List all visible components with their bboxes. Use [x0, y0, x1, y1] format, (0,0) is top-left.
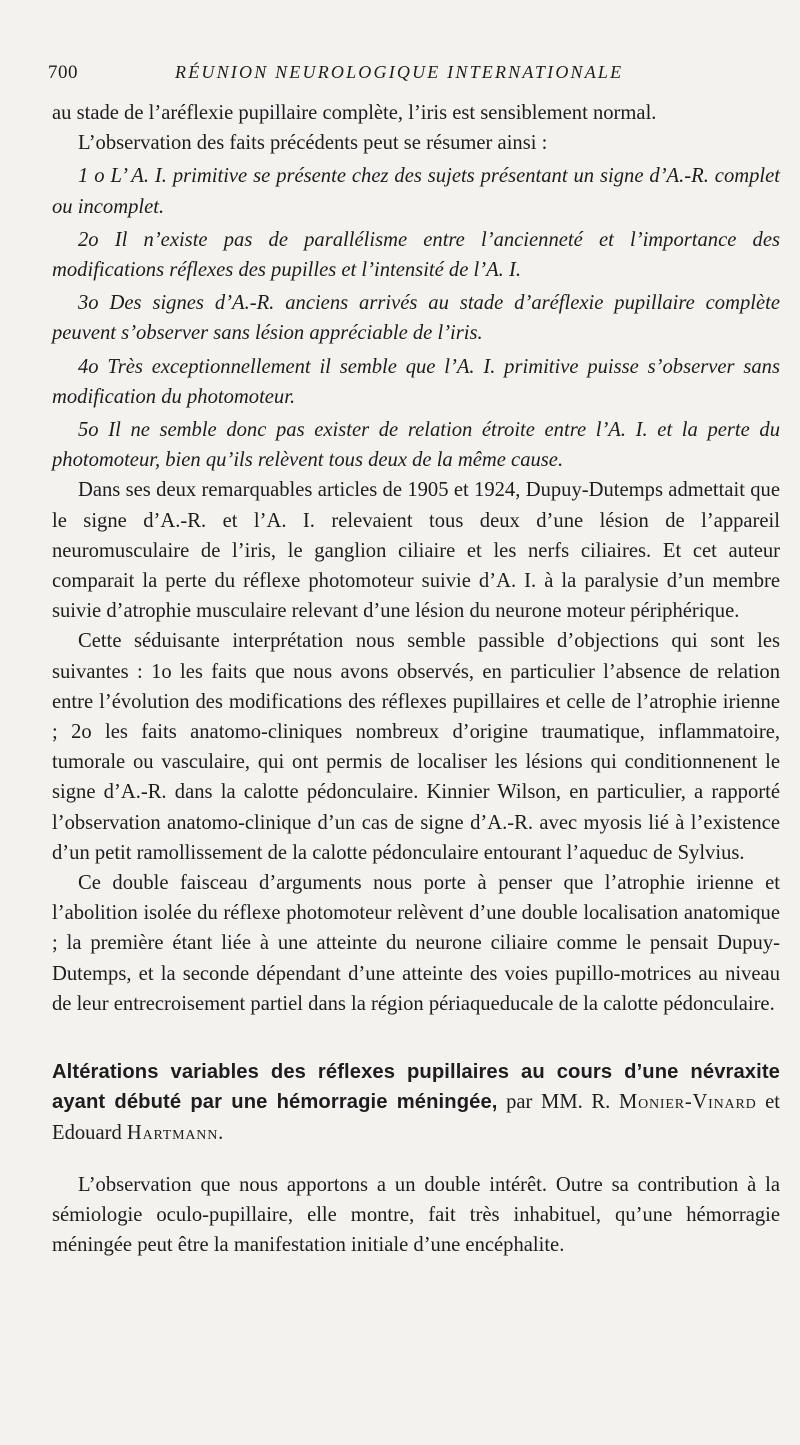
paragraph-continuation: au stade de l’aréflexie pupillaire complète, l’iris est sensiblement normal.: [52, 102, 657, 124]
paragraph-double-localisation: Ce double faisceau d’arguments nous porte à penser que l’atrophie irienne et l’abolition isolée du réflexe photomoteur relèvent d’une double localisation anatomique ; la première étant liée à une atteinte du neurone ciliaire comme le pensait Dupuy-Dutemps, et la seconde dépendant d’une atteinte des voies pupillo-motrices au niveau de leur entrecroisement partiel dans la région périaqueducale de la calotte pédonculaire.: [52, 872, 780, 1015]
author-hartmann: Hartmann.: [126, 1121, 225, 1144]
page-header: [48, 62, 778, 92]
paragraph-observation: L’observation que nous apportons a un double intérêt. Outre sa contribution à la sémiologie oculo-pupillaire, elle montre, fait très inhabituel, qu’une hémorragie méningée peut être la manifestation initiale d’une encéphalite.: [52, 1173, 780, 1257]
conclusion-item-5: 5o Il ne semble donc pas exister de relation étroite entre l’A. I. et la perte du photomoteur, bien qu’ils relèvent tous deux de la même cause.: [52, 419, 780, 472]
section-heading: [52, 1057, 780, 1148]
conclusion-item-3: 3o Des signes d’A.-R. anciens arrivés au stade d’aréflexie pupillaire complète peuvent s’observer sans lésion appréciable de l’iris.: [52, 292, 780, 345]
section-and: et Edouard: [52, 1091, 780, 1144]
section-par: par MM. R.: [506, 1091, 611, 1114]
author-monier-vinard: Monier-Vinard: [618, 1091, 757, 1114]
conclusion-item-2: 2o Il n’existe pas de parallélisme entre l’ancienneté et l’importance des modifications réflexes des pupilles et l’intensité de l’A. I.: [52, 228, 780, 282]
paragraph-dupuy-dutemps: Dans ses deux remarquables articles de 1905 et 1924, Dupuy-Dutemps admettait que le signe d’A.-R. et l’A. I. relevaient tous deux d’une lésion de l’appareil neuromusculaire de l’iris, le ganglion ciliaire et les nerfs ciliaires. Et cet auteur comparait la perte du réflexe photomoteur suivie d’A. I. à la paralysie d’un membre suivie d’atrophie musculaire relevant d’une lésion du neurone moteur périphérique.: [52, 479, 780, 623]
conclusion-item-4: 4o Très exceptionnellement il semble que l’A. I. primitive puisse s’observer sans modification du photomoteur.: [52, 355, 780, 408]
paragraph-objections: Cette séduisante interprétation nous semble passible d’objections qui sont les suivantes : 1o les faits que nous avons observés, en particulier l’absence de relation entre l’évolution des modifications des réflexes pupillaires et celle de l’atrophie irienne ; 2o les faits anatomo-cliniques nombreux d’origine traumatique, inflammatoire, tumorale ou vasculaire, qui ont permis de localiser les lésions qui conditionnenent le signe d’A.-R. dans la calotte pédonculaire. Kinnier Wilson, en particulier, a rapporté l’observation anatomo-clinique d’un cas de signe d’A.-R. avec myosis lié à l’existence d’un petit ramollissement de la calotte pédonculaire entourant l’aqueduc de Sylvius.: [52, 630, 780, 864]
conclusion-item-1: 1 o L’ A. I. primitive se présente chez des sujets présentant un signe d’A.-R. complet ou incomplet.: [52, 165, 780, 218]
page-number: 700: [48, 62, 78, 83]
page-body: [52, 98, 780, 1260]
section-title: Altérations variables des réflexes pupillaires au cours d’une névraxite ayant débuté par une hémorragie méningée,: [52, 1061, 780, 1114]
running-title: RÉUNION NEUROLOGIQUE INTERNATIONALE: [175, 62, 624, 82]
paragraph-summary-intro: L’observation des faits précédents peut se résumer ainsi :: [78, 132, 548, 155]
